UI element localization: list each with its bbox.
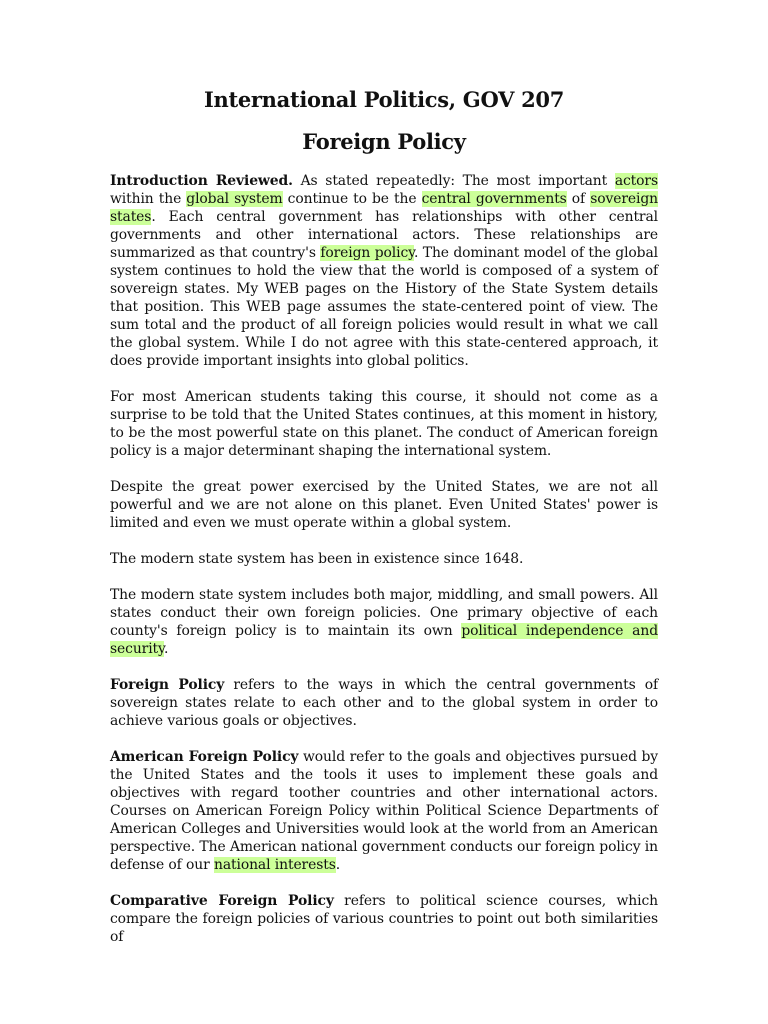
paragraph <box>110 550 658 568</box>
highlighted-term: actors <box>614 173 658 189</box>
bold-term: Comparative Foreign Policy <box>110 893 334 909</box>
text-run: . <box>163 641 169 657</box>
paragraph <box>110 892 658 946</box>
text-run: refers to political science courses, which compare the foreign policies of various countries to point out both similarities of <box>110 893 658 945</box>
text-run: . <box>335 857 341 873</box>
text-run: As stated repeatedly: The most important <box>292 173 615 189</box>
text-run: continue to be the <box>282 191 422 207</box>
text-run: The modern state system has been in existence since 1648. <box>110 551 524 567</box>
paragraph <box>110 586 658 658</box>
paragraph <box>110 388 658 460</box>
highlighted-term: global system <box>186 191 283 207</box>
bold-term: American Foreign Policy <box>110 749 299 765</box>
text-run: of <box>566 191 591 207</box>
text-run: The modern state system includes both major, middling, and small powers. All states conduct their own foreign policies. One primary objective of each county's foreign policy is to maintain its own <box>110 587 658 639</box>
text-run: refers to the ways in which the central governments of sovereign states relate to each other and to the global system in order to achieve various goals or objectives. <box>110 677 659 729</box>
paragraph <box>110 748 658 874</box>
paragraph <box>110 478 658 532</box>
highlighted-term: political independence and security <box>110 623 658 657</box>
text-run: would refer to the goals and objectives pursued by the United States and the tools it uses to implement these goals and objectives with regard toother countries and other international actors. Courses on American Foreign Policy within Political Science Departments of American Colleges and Universities would look at the world from an American perspective. The American national government conducts our foreign policy in defense of our <box>110 749 658 873</box>
highlighted-term: foreign policy <box>320 245 415 261</box>
highlighted-term: national interests <box>213 857 336 873</box>
paragraph <box>110 172 658 370</box>
text-run: Despite the great power exercised by the United States, we are not all powerful and we are not alone on this planet. Even United States' power is limited and even we must operate within a global system. <box>110 479 658 531</box>
text-run: within the <box>110 191 187 207</box>
bold-term: Foreign Policy <box>110 677 225 693</box>
text-run: For most American students taking this course, it should not come as a surprise to be told that the United States continues, at this moment in history, to be the most powerful state on this planet. The conduct of American foreign policy is a major determinant shaping the international system. <box>110 389 658 459</box>
text-run: . Each central government has relationships with other central governments and other international actors. These relationships are summarized as that country's <box>110 209 658 261</box>
paragraph <box>110 676 658 730</box>
document-title: International Politics, GOV 207 <box>203 87 565 112</box>
bold-term: Introduction Reviewed. <box>110 173 293 189</box>
document-body <box>110 172 658 964</box>
document-subtitle: Foreign Policy <box>302 129 466 154</box>
highlighted-term: central governments <box>421 191 567 207</box>
text-run: . The dominant model of the global system continues to hold the view that the world is composed of a system of sovereign states. My WEB pages on the History of the State System details that position. This WEB page assumes the state-centered point of view. The sum total and the product of all foreign policies would result in what we call the global system. While I do not agree with this state-centered approach, it does provide important insights into global politics. <box>110 245 659 369</box>
highlighted-term: sovereign states <box>110 191 658 225</box>
